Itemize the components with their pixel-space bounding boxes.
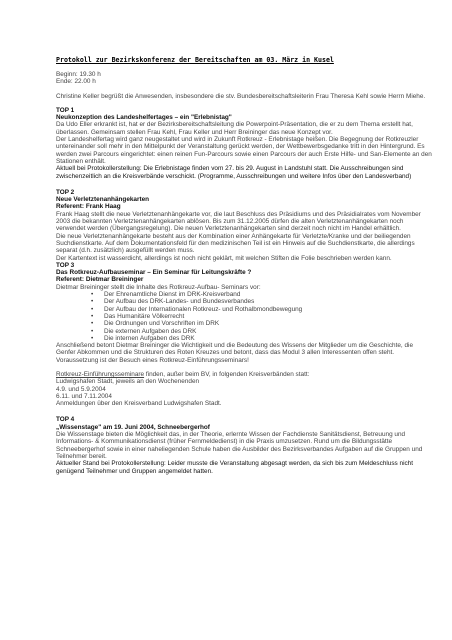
- intro-paragraph: Christine Keller begrüßt die Anwesenden, insbesondere die stv. Bundesbereitschaftsleiterin Frau Theresa Kehl sowie Herrn Miehe.: [56, 92, 426, 100]
- top1-heading: TOP 1: [56, 106, 75, 114]
- top3-heading: TOP 3: [56, 261, 75, 269]
- seminar-link[interactable]: Rotkreuz-Einführungsseminare: [56, 370, 145, 378]
- top3-intro: Dietmar Breininger stellt die Inhalte des Rotkreuz-Aufbau- Seminars vor:: [56, 283, 261, 291]
- page-title: Protokoll zur Bezirkskonferenz der Bereitschaften am 03. März in Kusel: [56, 56, 334, 64]
- seminar-date-line: Anmeldungen über den Kreisverband Ludwigshafen Stadt.: [56, 400, 222, 408]
- top2-referent: Referent: Frank Haag: [56, 203, 121, 211]
- seminar-date-line: Ludwigshafen Stadt, jeweils an den Wochenenden: [56, 378, 200, 386]
- list-item: • Die internen Aufgaben des DRK: [104, 335, 434, 342]
- seminar-contents-list: [56, 291, 434, 342]
- top4-paragraph: Die Wissenstage bieten die Möglichkeit das, in der Theorie, erlernte Wissen der Fachdienste Sanitätsdienst, Betreuung und Informations- & Kommunikationsdienst (früher Fernmeldedienst) in die Praxis umzusetzen. Rund um die Bildungsstätte Schneebergerhof sowie in einer naheliegenden Schule haben die Ausbilder des Bezirksverbandes Aufgaben auf die Gruppen und Teilnehmer bereit.: [56, 431, 423, 460]
- top3-dates-intro-text: finden, außer beim BV, in folgenden Kreisverbänden statt:: [144, 370, 310, 378]
- list-item: • Der Aufbau des DRK-Landes- und Bundesverbandes: [104, 298, 434, 305]
- seminar-date-line: 6.11. und 7.11.2004: [56, 392, 112, 400]
- top3-subheading: Das Rotkreuz-Aufbauseminar – Ein Seminar für Leitungskräfte ?: [56, 269, 252, 277]
- top2-paragraph: Die neue Verletztenanhängekarte besteht aus der Kombination einer Anhängekarte für Verletzte/Kranke und der beiliegenden Suchdienstkarte. Auf dem Dokumentationsfeld für den medizinischen Teil ist ein Hinweis auf die Suchdienstkarte, die allerdings separat (d.h. zusätzlich) ausgefüllt werden muss.: [56, 232, 415, 255]
- top2-subheading: Neue Verletztenanhängekarten: [56, 196, 150, 204]
- top1-paragraph: Der Landeshelfertag wird ganz neugestaltet und wird in Zukunft Rotkreuz - Erlebnistage heißen. Die Begegnung der Rotkreuzler untereinander soll mehr in den Mittelpunkt der Veranstaltung gerückt werden, der Wettbewerbsgedanke tritt in den Hintergrund. Es werden zwei Parcours eingerichtet: einen reinen Fun-Parcours sowie einen Parcours der auch Erste Hilfe- und San-Elemente an den Stationen enthält.: [56, 136, 432, 165]
- list-item: • Die externen Aufgaben des DRK: [104, 328, 434, 335]
- top3-paragraph: Anschließend betont Dietmar Breininger die Wichtigkeit und die Bedeutung des Wissens der Mitglieder um die Geschichte, die Genfer Abkommen und die Strukturen des Roten Kreuzes und betont, dass das Modul 3 allen Interessenten offen steht. Voraussetzung ist der Besuch eines Rotkreuz-Einführungsseminars!: [56, 342, 413, 364]
- top1-paragraph: Da Udo Eller erkrankt ist, hat er der Bezirksbereitschaftsleitung die Powerpoint-Präsentation, die er zu dem Thema erstellt hat, überlassen. Gemeinsam stellen Frau Kehl, Frau Keller und Herr Breininger das neue Konzept vor.: [56, 121, 413, 136]
- top4-status-paragraph: Aktueller Stand bei Protokollerstellung: Leider musste die Veranstaltung abgesagt werden, da sich bis zum Meldeschluss nicht genügend Teilnehmer und Gruppen angemeldet hatten.: [56, 460, 414, 475]
- top3-referent: Referent: Dietmar Breininger: [56, 276, 144, 284]
- list-item: • Der Aufbau der Internationalen Rotkreuz- und Rothalbmondbewegung: [104, 306, 434, 313]
- document-page: [56, 56, 434, 475]
- end-time: Ende: 22.00 h: [56, 78, 96, 86]
- list-item: • Das Humanitäre Völkerrecht: [104, 313, 434, 320]
- top1-subheading: Neukonzeption des Landeshelfertages – ein "Erlebnistag": [56, 114, 232, 122]
- top2-heading: TOP 2: [56, 188, 75, 196]
- top4-heading: TOP 4: [56, 416, 75, 424]
- seminar-date-line: 4.9. und 5.9.2004: [56, 385, 106, 393]
- top2-paragraph: Der Kartentext ist wasserdicht, allerdings ist noch nicht geklärt, mit welchen Stiften die Folie beschrieben werden kann.: [56, 254, 392, 262]
- top1-status-paragraph: [56, 165, 434, 180]
- top3-dates-intro: [56, 371, 434, 378]
- list-item: • Die Ordnungen und Vorschriften im DRK: [104, 320, 434, 327]
- start-time: Beginn: 19.30 h: [56, 71, 101, 78]
- top1-status-text: Aktuell bei Protokollerstellung: Die Erlebnistage finden vom 27. bis 29. August in Landstuhl statt. Die Ausschreibungen sind zwischenzeitlich an die Kreisverbände verschickt. (Programme, Ausschreibungen und weitere Infos über den Landesverband): [56, 165, 412, 180]
- top4-subheading: „Wissenstage" am 19. Juni 2004, Schneebergerhof: [56, 423, 210, 431]
- list-item: • Der Ehrenamtliche Dienst im DRK-Kreisverband: [104, 291, 434, 298]
- top2-paragraph: Frank Haag stellt die neue Verletztenanhängekarte vor, die laut Beschluss des Präsidiums und des Präsidialrates vom November 2003 die bekannten Verletztenanhängekarten ablösen. Bis zum 31.12.2005 dürfen die alten Verletztenanhängekarten noch verwendet werden (Übergangsregelung). Die neuen Verletztenanhängekarten sind derzeit noch nicht im Handel erhältlich.: [56, 210, 421, 233]
